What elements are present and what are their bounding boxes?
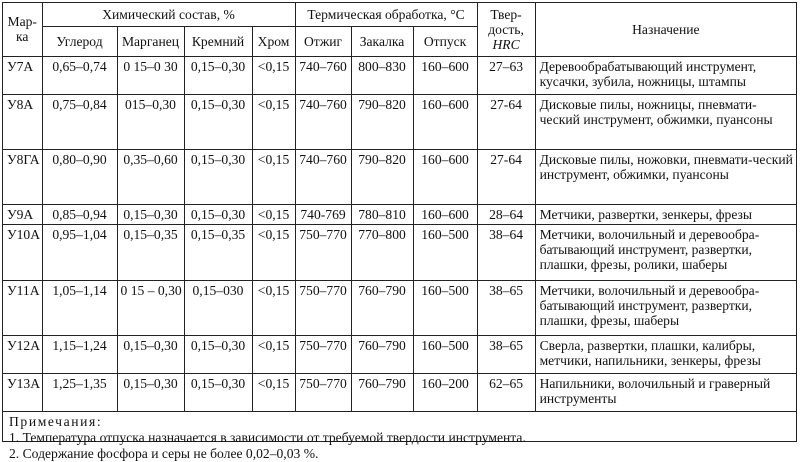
steel-table-document <box>2 2 797 461</box>
cell-quenching: 770–800 <box>351 224 413 280</box>
cell-carbon: 1,25–1,35 <box>42 373 117 411</box>
notes-title: Примечания: <box>9 413 103 429</box>
cell-silicon: 0,15–0,30 <box>184 335 252 373</box>
cell-annealing: 750–770 <box>295 280 351 335</box>
cell-hardness: 38–65 <box>477 280 535 335</box>
cell-silicon: 0,15–030 <box>184 280 252 335</box>
cell-chromium: <0,15 <box>252 94 295 149</box>
cell-grade: У12А <box>3 335 42 373</box>
cell-carbon: 0,95–1,04 <box>42 224 117 280</box>
cell-manganese: 0 15 – 0,30 <box>117 280 184 335</box>
note-item: 1. Температура отпуска назначается в зависимости от требуемой твердости инструмента. <box>9 429 526 445</box>
header-chromium: Хром <box>252 26 295 56</box>
header-carbon: Углерод <box>42 26 117 56</box>
cell-manganese: 0,15–0,35 <box>117 224 184 280</box>
cell-chromium: <0,15 <box>252 224 295 280</box>
header-hardness <box>477 3 535 56</box>
cell-purpose: Метчики, развертки, зенкеры, фрезы <box>535 204 796 224</box>
header-heat-treatment: Термическая обработка, °С <box>295 3 477 26</box>
cell-annealing: 750–770 <box>295 373 351 411</box>
cell-chromium: <0,15 <box>252 204 295 224</box>
header-grade: Мар-ка <box>3 3 42 56</box>
cell-silicon: 0,15–0,30 <box>184 94 252 149</box>
cell-annealing: 740–760 <box>295 94 351 149</box>
cell-annealing: 750–770 <box>295 224 351 280</box>
cell-carbon: 1,15–1,24 <box>42 335 117 373</box>
table-row <box>3 204 796 224</box>
cell-grade: У7А <box>3 56 42 94</box>
table-row <box>3 224 796 280</box>
cell-purpose: Деревообрабатывающий инструмент, кусачки, зубила, ножницы, штампы <box>535 56 796 94</box>
cell-quenching: 760–790 <box>351 373 413 411</box>
cell-quenching: 760–790 <box>351 280 413 335</box>
cell-tempering: 160–600 <box>413 56 477 94</box>
cell-hardness: 27–63 <box>477 56 535 94</box>
cell-annealing: 740-769 <box>295 204 351 224</box>
cell-grade: У11А <box>3 280 42 335</box>
cell-silicon: 0,15–0,30 <box>184 204 252 224</box>
cell-carbon: 0,85–0,94 <box>42 204 117 224</box>
header-hardness-unit: HRC <box>492 36 520 52</box>
cell-carbon: 0,75–0,84 <box>42 94 117 149</box>
cell-chromium: <0,15 <box>252 56 295 94</box>
cell-carbon: 0,65–0,74 <box>42 56 117 94</box>
header-chemical-composition: Химический состав, % <box>42 3 295 26</box>
cell-manganese: 0,15–0,30 <box>117 373 184 411</box>
cell-purpose: Метчики, волочильный и деревообра-батывающий инструмент, развертки, плашки, фрезы, ролики, шаберы <box>535 224 796 280</box>
cell-manganese: 015–0,30 <box>117 94 184 149</box>
table-row <box>3 373 796 411</box>
cell-purpose: Метчики, волочильный и деревообра-батывающий инструмент, развертки, плашки, фрезы, шаберы <box>535 280 796 335</box>
header-purpose: Назначение <box>535 3 796 56</box>
cell-purpose: Напильники, волочильный и граверный инструменты <box>535 373 796 411</box>
cell-hardness: 38–65 <box>477 335 535 373</box>
cell-hardness: 38–64 <box>477 224 535 280</box>
cell-purpose: Дисковые пилы, ножницы, пневмати-ческий инструмент, обжимки, пуансоны <box>535 94 796 149</box>
note-item: 2. Содержание фосфора и серы не более 0,02–0,03 %. <box>9 445 319 461</box>
header-silicon: Кремний <box>184 26 252 56</box>
cell-grade: У9А <box>3 204 42 224</box>
cell-manganese: 0 15–0 30 <box>117 56 184 94</box>
cell-silicon: 0,15–0,30 <box>184 56 252 94</box>
cell-quenching: 790–820 <box>351 149 413 204</box>
cell-tempering: 160–500 <box>413 335 477 373</box>
cell-quenching: 800–830 <box>351 56 413 94</box>
cell-carbon: 0,80–0,90 <box>42 149 117 204</box>
cell-manganese: 0,35–0,60 <box>117 149 184 204</box>
cell-tempering: 160–500 <box>413 224 477 280</box>
header-quenching: Закалка <box>351 26 413 56</box>
table-row <box>3 56 796 94</box>
cell-grade: У13А <box>3 373 42 411</box>
cell-annealing: 740–760 <box>295 56 351 94</box>
header-annealing: Отжиг <box>295 26 351 56</box>
table-row <box>3 280 796 335</box>
cell-annealing: 750–770 <box>295 335 351 373</box>
cell-tempering: 160–600 <box>413 94 477 149</box>
cell-grade: У10А <box>3 224 42 280</box>
cell-chromium: <0,15 <box>252 149 295 204</box>
cell-purpose: Дисковые пилы, ножовки, пневмати-ческий инструмент, обжимки, пуансоны <box>535 149 796 204</box>
cell-quenching: 790–820 <box>351 94 413 149</box>
cell-tempering: 160–500 <box>413 280 477 335</box>
cell-tempering: 160–200 <box>413 373 477 411</box>
cell-hardness: 27-64 <box>477 94 535 149</box>
cell-silicon: 0,15–0,30 <box>184 149 252 204</box>
cell-chromium: <0,15 <box>252 373 295 411</box>
header-hardness-line2: дость, <box>488 21 524 37</box>
cell-purpose: Сверла, развертки, плашки, калибры, метчики, напильники, зенкеры, фрезы <box>535 335 796 373</box>
cell-silicon: 0,15–0,35 <box>184 224 252 280</box>
table-row <box>3 335 796 373</box>
header-tempering: Отпуск <box>413 26 477 56</box>
header-manganese: Марганец <box>117 26 184 56</box>
table-row <box>3 94 796 149</box>
cell-grade: У8ГА <box>3 149 42 204</box>
cell-chromium: <0,15 <box>252 280 295 335</box>
tool-steel-table <box>3 3 796 412</box>
header-hardness-line1: Твер- <box>490 6 522 22</box>
table-row <box>3 149 796 204</box>
cell-hardness: 62–65 <box>477 373 535 411</box>
cell-manganese: 0,15–0,30 <box>117 204 184 224</box>
notes-section <box>3 412 796 462</box>
cell-hardness: 28–64 <box>477 204 535 224</box>
cell-silicon: 0,15–0,30 <box>184 373 252 411</box>
cell-grade: У8А <box>3 94 42 149</box>
cell-chromium: <0,15 <box>252 335 295 373</box>
cell-tempering: 160–600 <box>413 149 477 204</box>
cell-manganese: 0,15–0,30 <box>117 335 184 373</box>
cell-quenching: 780–810 <box>351 204 413 224</box>
cell-tempering: 160–600 <box>413 204 477 224</box>
cell-annealing: 740–760 <box>295 149 351 204</box>
cell-quenching: 760–790 <box>351 335 413 373</box>
cell-hardness: 27-64 <box>477 149 535 204</box>
cell-carbon: 1,05–1,14 <box>42 280 117 335</box>
